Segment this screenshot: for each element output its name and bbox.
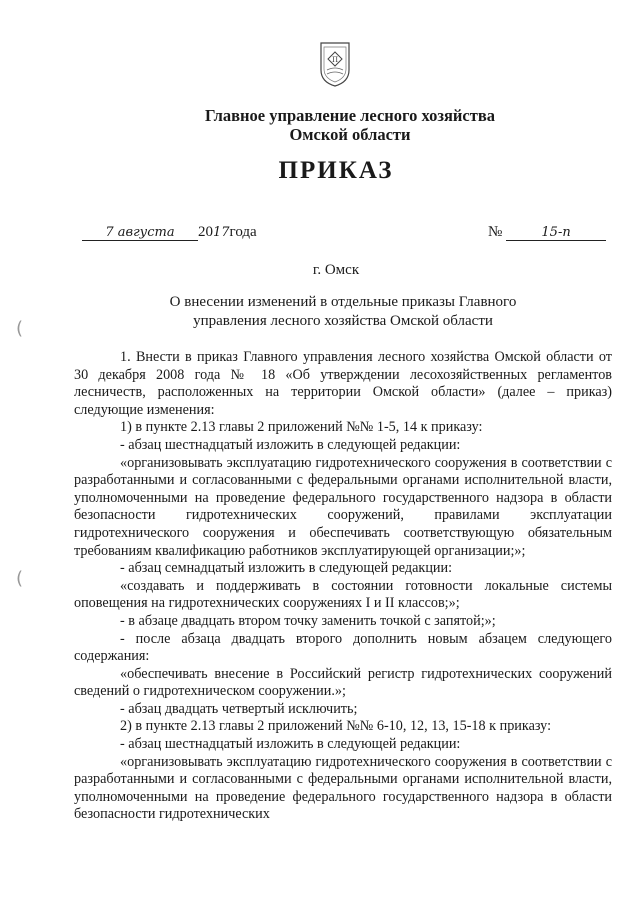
subject-line1: О внесении изменений в отдельные приказы Главного [169,294,517,310]
coat-of-arms-emblem-icon [318,40,352,88]
paragraph: 1) в пункте 2.13 главы 2 приложений №№ 1-5, 14 к приказу: [120,419,483,436]
organization-name-line2: Омской области [289,125,411,144]
organization-name-line1: Главное управление лесного хозяйства [204,106,496,125]
order-subject [150,293,536,331]
paragraph: - абзац шестнадцатый изложить в следующей редакции: [120,736,461,753]
paragraph: «организовывать эксплуатацию гидротехнического сооружения в соответствии с разработанными и согласованными с федеральными органами исполнительной власти, уполномоченными на проведение федерального государственного надзора в области безопасности гидротехнических [74,753,612,823]
handwritten-year: 17 [213,225,230,240]
document-body [74,349,612,824]
subject-line2: управления лесного хозяйства Омской области [193,313,493,329]
paragraph: 2) в пункте 2.13 главы 2 приложений №№ 6-10, 12, 13, 15-18 к приказу: [120,718,552,735]
document-date [82,224,257,241]
svg-text:П: П [331,56,339,64]
paragraph: - абзац шестнадцатый изложить в следующей редакции: [120,436,461,453]
paragraph: - абзац семнадцатый изложить в следующей редакции: [120,560,453,577]
number-label: № [488,224,503,240]
paragraph: - после абзаца двадцать второго дополнить новым абзацем следующего содержания: [74,630,612,665]
year-prefix: 20 [198,224,213,240]
paragraph: «обеспечивать внесение в Российский регистр гидротехнических сооружений сведений о гидротехническом сооружении.»; [74,665,612,700]
paragraph: - абзац двадцать четвертый исключить; [120,700,358,717]
handwritten-date: 7 августа [82,225,198,241]
binding-hole-mark-icon: ( [16,318,24,339]
binding-hole-mark-icon: ( [16,568,24,589]
city: г. Омск [312,262,360,278]
document-title: ПРИКАЗ [278,157,394,184]
paragraph: «создавать и поддерживать в состоянии готовности локальные системы оповещения на гидротехнических сооружениях I и II классов;»; [74,577,612,612]
handwritten-number: 15-п [506,225,606,241]
paragraph: «организовывать эксплуатацию гидротехнического сооружения в соответствии с разработанными и согласованными с федеральными органами исполнительной власти, уполномоченными на проведение федерального государственного надзора в области безопасности гидротехнических сооружений, правилами эксплуатации гидротехнического сооружения и обеспечивать соответствующую обязательным требованиям квалификацию работников эксплуатирующей организации;»; [74,454,612,559]
paragraph: 1. Внести в приказ Главного управления лесного хозяйства Омской области от 30 декабря 2008 года № 18 «Об утверждении лесохозяйственных регламентов лесничеств, расположенных на территории Омской области» (далее – приказ) следующие изменения: [74,349,612,418]
paragraph: - в абзаце двадцать втором точку заменить точкой с запятой;»; [120,612,496,629]
document-number [488,224,606,241]
year-suffix: года [229,224,257,240]
